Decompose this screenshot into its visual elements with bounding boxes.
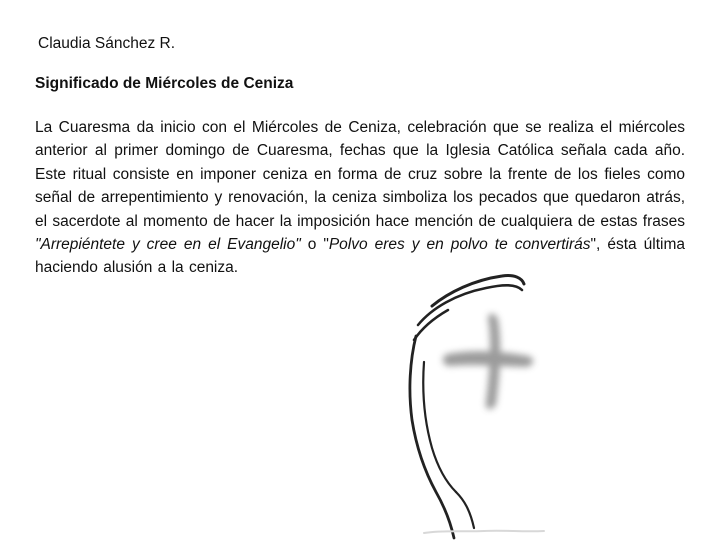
author-name: Claudia Sánchez R. [38,35,175,52]
page-title: Significado de Miércoles de Ceniza [35,75,294,92]
quote-polvo: Polvo eres y en polvo te convertirás [328,236,591,254]
face-inner-line [423,362,456,492]
ash-cross-forehead-sketch-icon [404,270,594,540]
ash-cross-illustration [404,270,594,540]
chin-line [456,492,474,528]
body-paragraph [35,116,685,280]
signature-mark [424,531,544,533]
paragraph-connector: o " [300,236,329,254]
face-outline [410,336,454,538]
paragraph-text-2: ", ésta última haciendo alusión a la ceniza. [35,236,685,277]
ash-cross-horizontal [443,351,533,367]
quote-evangelio: "Arrepiéntete y cree en el Evangelio" [35,236,301,254]
paragraph-text-1: La Cuaresma da inicio con el Miércoles de Ceniza, celebración que se realiza el miércoles anterior al primer domingo de Cuaresma, fechas que la Iglesia Católica señala cada año. Este ritual consiste en imponer ceniza en forma de cruz sobre la frente de los fieles como señal de arrepentimiento y renovación, la ceniza simboliza los pecados que quedaron atrás, el sacerdote al momento de hacer la imposición hace mención de cualquiera de estas frases [35,119,685,230]
